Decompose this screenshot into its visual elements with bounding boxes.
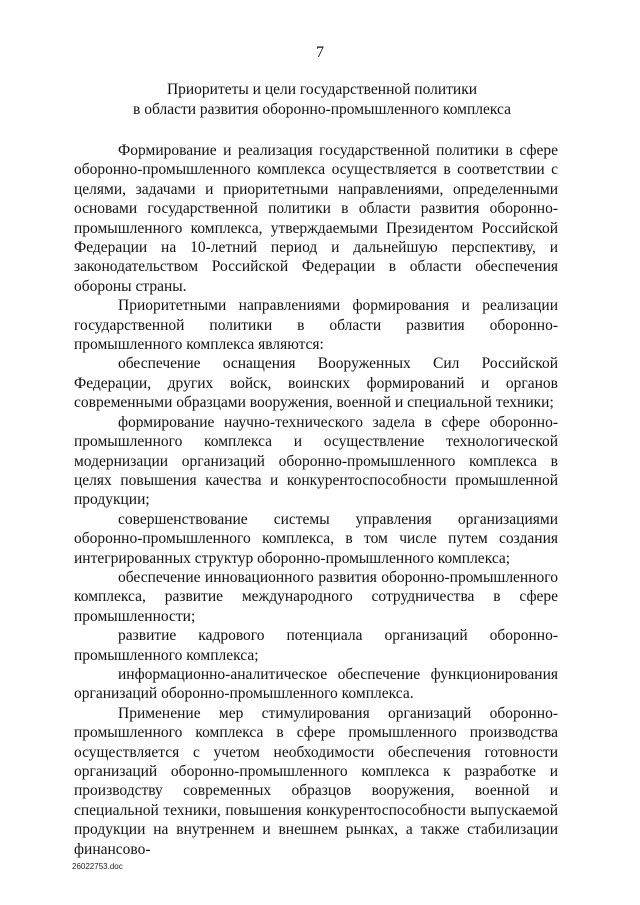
footer-filename: 26022753.doc	[72, 862, 123, 871]
page-number: 7	[316, 44, 324, 61]
list-item: обеспечение инновационного развития оборонно-промышленного комплекса, развитие международного сотрудничества в сфере промышленности;	[74, 568, 558, 625]
list-item: информационно-аналитическое обеспечение функционирования организаций оборонно-промышленного комплекса.	[74, 665, 558, 703]
paragraph: Применение мер стимулирования организаций оборонно-промышленного комплекса в сфере промышленного производства осуществляется с учетом необходимости обеспечения готовности организаций оборонно-промышленного комплекса к разработке и производству современных образцов вооружения, военной и специальной техники, повышения конкурентоспособности выпускаемой продукции на внутреннем и внешнем рынках, а также стабилизации финансово-	[74, 704, 558, 858]
list-item: формирование научно-технического задела в сфере оборонно-промышленного комплекса и осуществление технологической модернизации организаций оборонно-промышленного комплекса в целях повышения качества и конкурентоспособности промышленной продукции;	[74, 413, 558, 509]
section-heading	[72, 80, 572, 120]
list-item: совершенствование системы управления организациями оборонно-промышленного комплекса, в том числе путем создания интегрированных структур оборонно-промышленного комплекса;	[74, 510, 558, 567]
section-heading-line-2: в области развития оборонно-промышленного комплекса	[133, 101, 511, 118]
list-item: развитие кадрового потенциала организаций оборонно-промышленного комплекса;	[74, 627, 558, 664]
paragraph: Формирование и реализация государственной политики в сфере оборонно-промышленного комплекса осуществляется в соответствии с целями, задачами и приоритетными направлениями, определенными основами государственной политики в области развития оборонно-промышленного комплекса, утверждаемыми Президентом Российской Федерации на 10-летний период и дальнейшую перспективу, и законодательством Российской Федерации в области обеспечения обороны страны.	[74, 142, 558, 295]
list-item: обеспечение оснащения Вооруженных Сил Российской Федерации, других войск, воинских формирований и органов современными образцами вооружения, военной и специальной техники;	[74, 355, 558, 412]
section-heading-line-1: Приоритеты и цели государственной политики	[166, 81, 478, 98]
paragraph: Приоритетными направлениями формирования и реализации государственной политики в области развития оборонно-промышленного комплекса являются:	[74, 297, 558, 354]
document-body	[74, 141, 558, 859]
